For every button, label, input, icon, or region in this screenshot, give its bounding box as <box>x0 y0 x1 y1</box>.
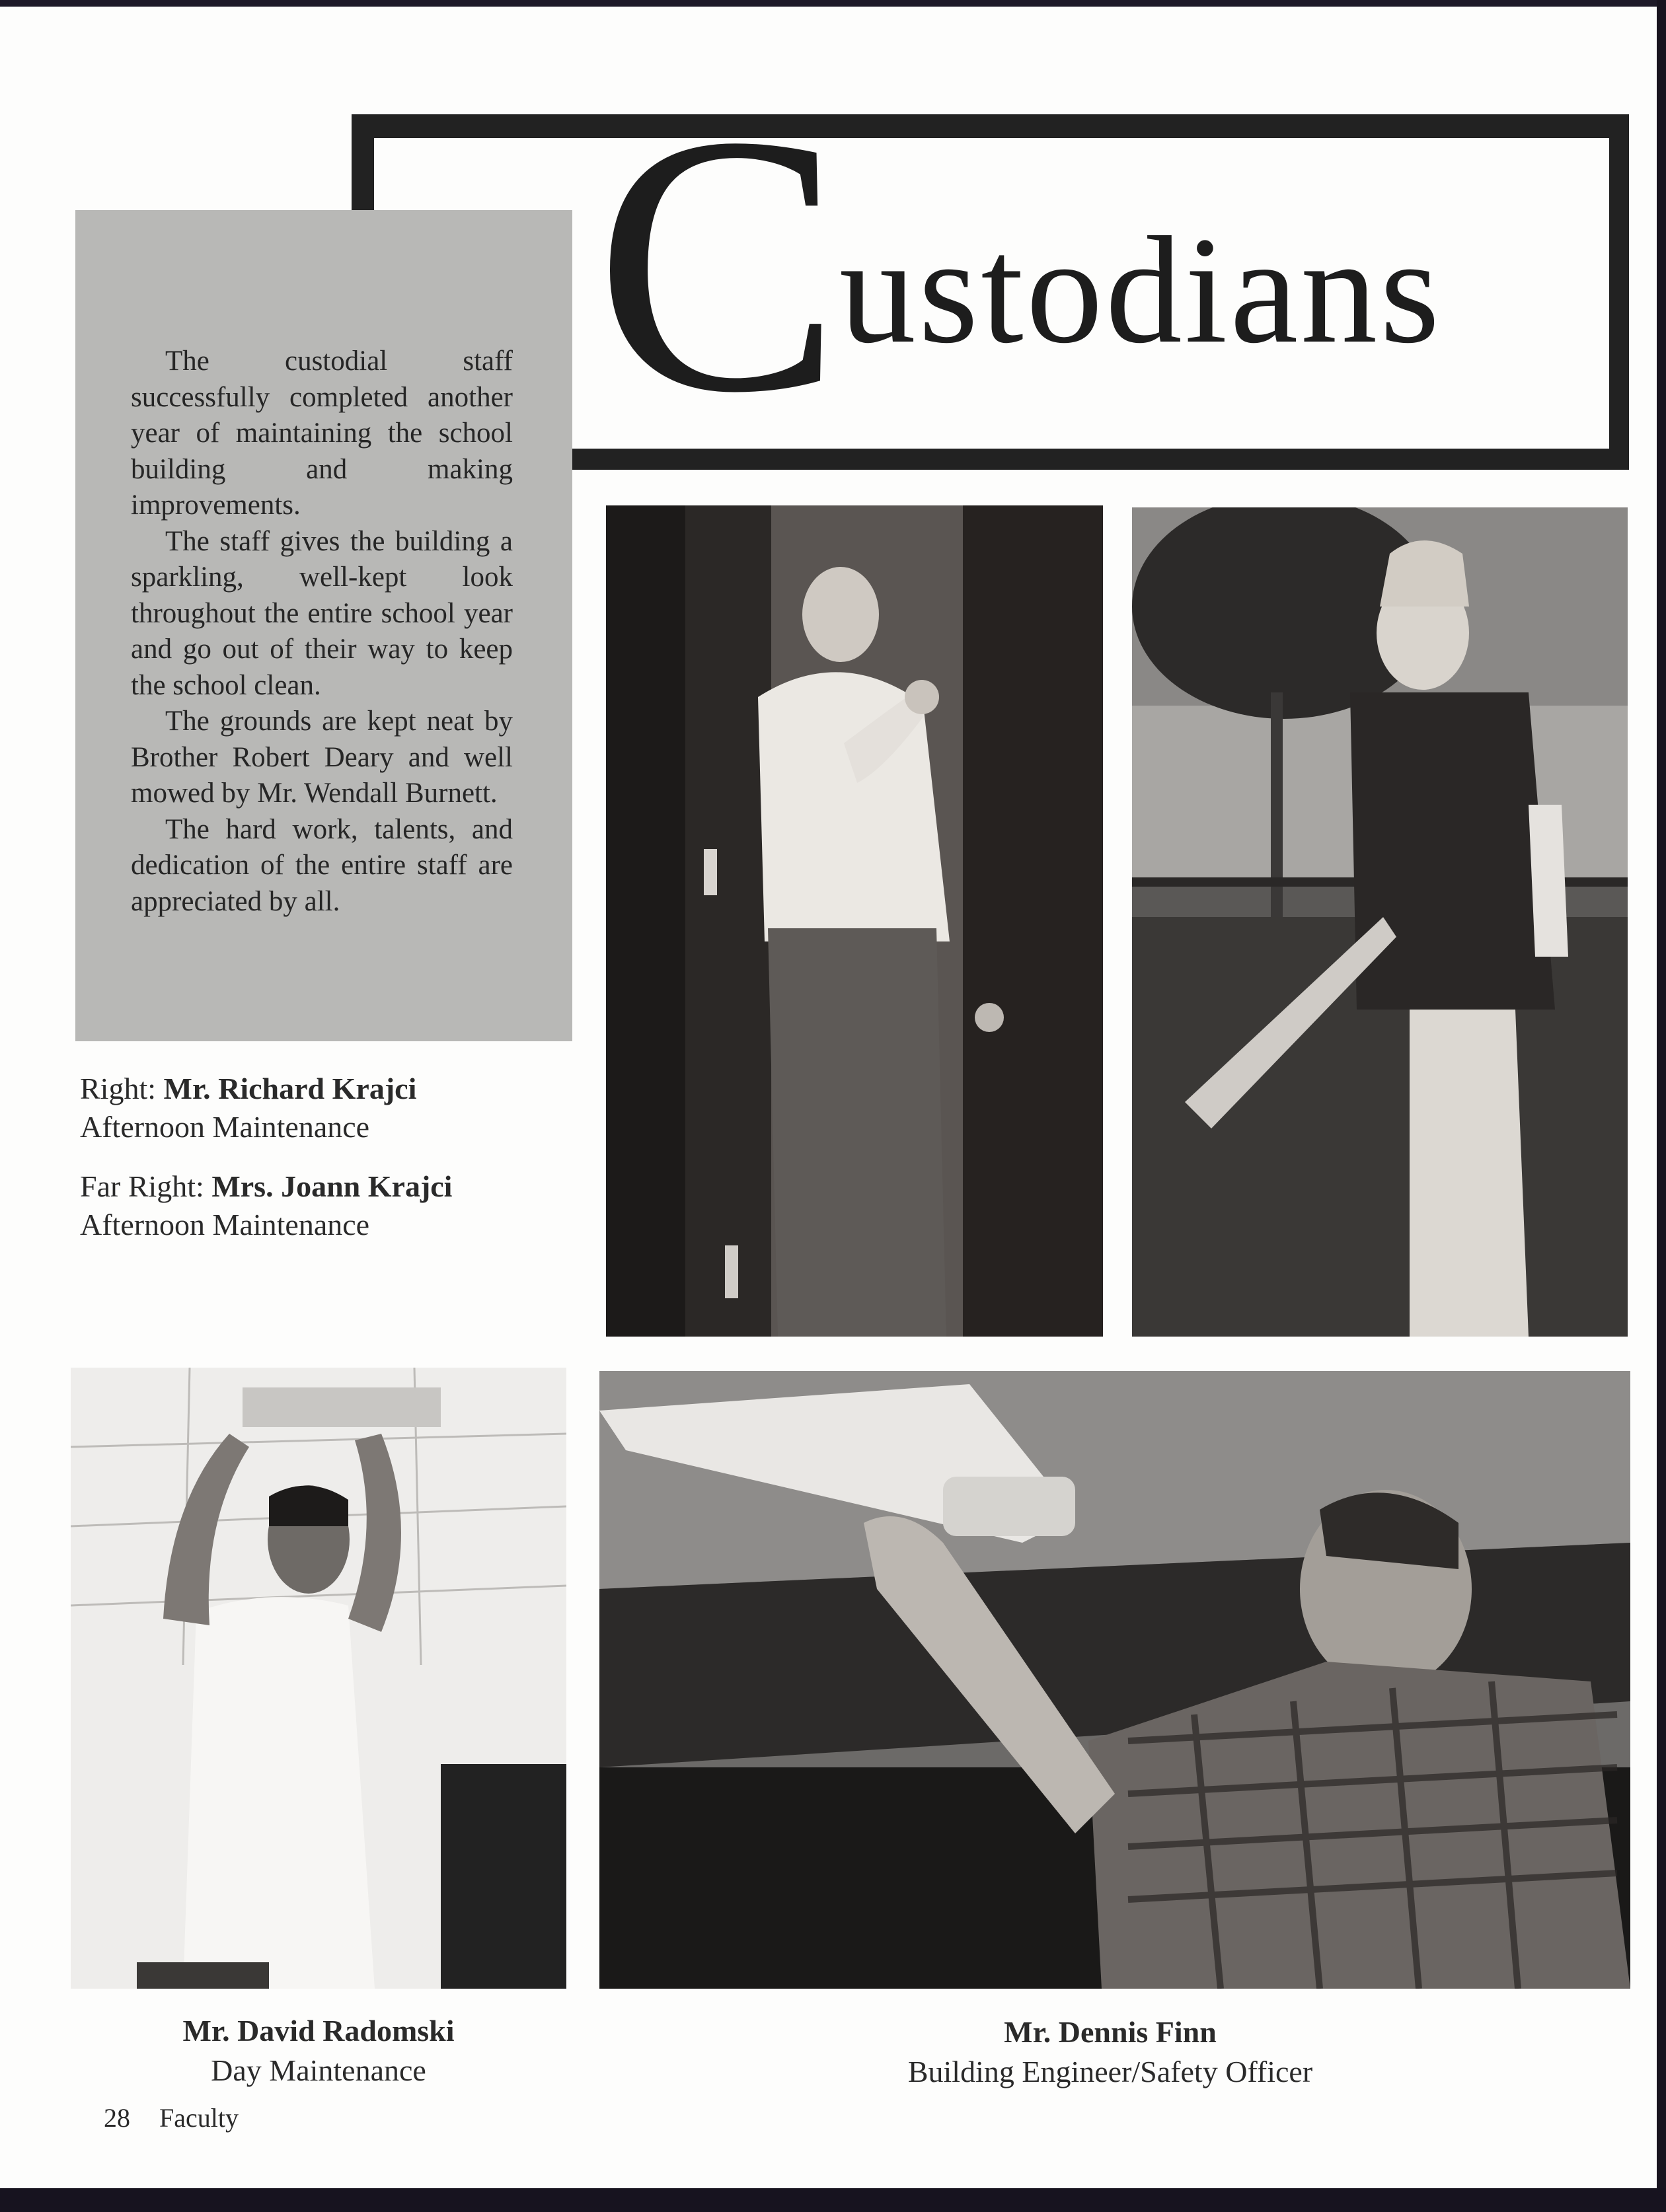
intro-text <box>131 344 513 917</box>
intro-paragraph: The custodial staff successfully completed another year of maintaining the school building and making improvements. <box>131 346 513 521</box>
intro-paragraph: The hard work, talents, and dedication of the entire staff are appreciated by all. <box>131 813 513 917</box>
caption-name: Mr. Richard Krajci <box>163 1072 417 1105</box>
photo-richard-krajci <box>606 505 1103 1337</box>
bottom-scan-edge <box>0 2188 1666 2212</box>
caption-prefix: Far Right: <box>80 1169 212 1203</box>
caption-name: Mrs. Joann Krajci <box>211 1169 453 1203</box>
section-name: Faculty <box>159 2103 239 2133</box>
caption-radomski-name: Mr. David Radomski <box>182 2014 455 2047</box>
caption-far-right-name <box>80 1167 582 1206</box>
intro-paragraph: The staff gives the building a sparkling, well-kept look throughout the entire school year and go out of their way to keep the school clean. <box>131 525 513 701</box>
intro-paragraph: The grounds are kept neat by Brother Robert Deary and well mowed by Mr. Wendall Burnett. <box>131 706 513 809</box>
right-scan-edge <box>1657 0 1666 2212</box>
top-scan-edge <box>0 0 1666 7</box>
caption-far-right-role: Afternoon Maintenance <box>80 1208 370 1241</box>
caption-radomski-role: Day Maintenance <box>211 2053 426 2087</box>
caption-finn-name: Mr. Dennis Finn <box>1004 2015 1217 2049</box>
photo-joann-krajci <box>1132 507 1628 1337</box>
caption-right-name <box>80 1069 582 1109</box>
photo-dennis-finn <box>599 1371 1630 1989</box>
title-initial: C <box>595 59 842 469</box>
page-title: ustodians <box>839 205 1443 375</box>
caption-prefix: Right: <box>80 1072 164 1105</box>
page-number: 28 <box>104 2103 130 2133</box>
caption-right-role: Afternoon Maintenance <box>80 1110 370 1144</box>
photo-david-radomski <box>71 1368 566 1989</box>
caption-finn-role: Building Engineer/Safety Officer <box>907 2055 1313 2088</box>
page-folio <box>104 2100 368 2137</box>
